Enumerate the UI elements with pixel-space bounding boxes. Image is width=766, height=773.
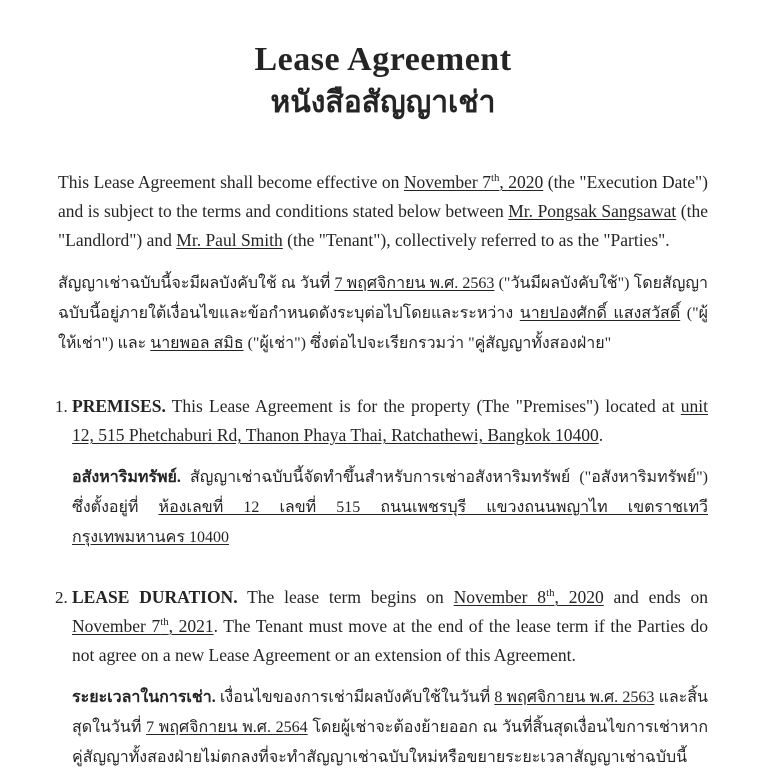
text-run: . The Tenant must move at the end of the lease term if the Parties do not agree on a new Lease Agreement or an extension of this Agreement. xyxy=(72,616,709,666)
text-run: (the "Tenant"), collectively referred to as the "Parties". xyxy=(282,230,670,251)
landlord-name-thai: นายปองศักดิ์ แสงสวัสดิ์ xyxy=(519,305,681,323)
text-run: November 7 xyxy=(403,172,491,193)
lease-start-date xyxy=(454,587,604,607)
text-run: and ends on xyxy=(603,587,709,608)
clause-list xyxy=(55,392,709,773)
text-run: (the "Execution Date") and is subject to the terms and conditions stated below between xyxy=(58,172,708,222)
text-run: This Lease Agreement shall become effective on xyxy=(58,172,404,193)
document-title: Lease Agreement xyxy=(254,41,512,78)
intro-paragraph-en xyxy=(58,168,708,255)
lease-end-date-thai: 7 พฤศจิกายน พ.ศ. 2564 xyxy=(146,719,308,737)
item-heading-thai: ระยะเวลาในการเช่า. xyxy=(72,689,216,707)
ordinal-suffix: th xyxy=(490,172,500,185)
item-heading-thai: อสังหาริมทรัพย์. xyxy=(72,469,181,487)
lease-duration-paragraph-en xyxy=(72,583,708,670)
property-address: unit 12, 515 Phetchaburi Rd, Thanon Phaya Thai, Ratchathewi, Bangkok 10400 xyxy=(72,396,708,446)
landlord-name: Mr. Pongsak Sangsawat xyxy=(508,201,677,222)
execution-date-thai: 7 พฤศจิกายน พ.ศ. 2563 xyxy=(334,275,495,293)
lease-start-date-thai: 8 พฤศจิกายน พ.ศ. 2563 xyxy=(494,689,655,707)
text-run: , 2020 xyxy=(554,587,604,608)
text-run: โดยผู้เช่าจะต้องย้ายออก ณ วันที่สิ้นสุดเงื่อนไขการเช่าหากคู่สัญญาทั้งสองฝ่ายไม่ตกลงที่จะทำสัญญาเช่าฉบับใหม่หรือขยายระยะเวลาสัญญาเช่าฉบับนี้ xyxy=(72,719,708,767)
lease-end-date xyxy=(72,616,214,636)
list-item-premises xyxy=(55,392,708,553)
ordinal-suffix: th xyxy=(160,616,169,629)
item-number: 1. xyxy=(55,397,68,417)
text-run: This Lease Agreement is for the property (The "Premises") located at xyxy=(165,396,681,417)
text-run: . xyxy=(598,425,604,446)
text-run: สัญญาเช่าฉบับนี้จัดทำขึ้นสำหรับการเช่าอสังหาริมทรัพย์ ("อสังหาริมทรัพย์") ซึ่งตั้งอยู่ที่ xyxy=(72,469,708,517)
text-run: , 2020 xyxy=(499,172,544,193)
text-run: ("ผู้เช่า") ซึ่งต่อไปจะเรียกรวมว่า "คู่สัญญาทั้งสองฝ่าย" xyxy=(243,335,612,353)
intro-paragraph-th xyxy=(58,269,708,359)
lease-duration-paragraph-th xyxy=(72,683,708,773)
list-item-lease-duration xyxy=(55,583,708,773)
premises-paragraph-th xyxy=(72,463,708,553)
item-number: 2. xyxy=(55,588,68,608)
tenant-name-thai: นายพอล สมิธ xyxy=(150,335,244,353)
text-run: (the "Landlord") and xyxy=(58,201,708,251)
text-run: และสิ้นสุดในวันที่ xyxy=(72,689,708,737)
item-body xyxy=(72,583,708,773)
text-run: สัญญาเช่าฉบับนี้จะมีผลบังคับใช้ ณ วันที่ xyxy=(58,275,335,293)
document-title-thai: หนังสือสัญญาเช่า xyxy=(270,86,496,120)
item-body xyxy=(72,392,708,553)
text-run: November 7 xyxy=(72,616,161,637)
premises-paragraph-en xyxy=(72,392,708,450)
ordinal-suffix: th xyxy=(546,587,555,600)
text-run: ("ผู้ให้เช่า") และ xyxy=(58,305,709,353)
text-run: The lease term begins on xyxy=(237,587,454,608)
item-heading: PREMISES. xyxy=(72,396,166,417)
text-run: November 8 xyxy=(453,587,547,608)
item-heading: LEASE DURATION. xyxy=(72,587,238,608)
text-run: , 2021 xyxy=(168,616,214,637)
execution-date xyxy=(404,172,543,192)
text-run: เงื่อนไขของการเช่ามีผลบังคับใช้ในวันที่ xyxy=(215,689,495,707)
property-address-thai: ห้องเลขที่ 12 เลขที่ 515 ถนนเพชรบุรี แขวงถนนพญาไท เขตราชเทวี กรุงเทพมหานคร 10400 xyxy=(72,499,708,547)
tenant-name: Mr. Paul Smith xyxy=(176,230,283,251)
text-run: ("วันมีผลบังคับใช้") โดยสัญญาฉบับนี้อยู่ภายใต้เงื่อนไขและข้อกำหนดดังระบุต่อไปโดยและระหว่าง xyxy=(58,275,709,323)
